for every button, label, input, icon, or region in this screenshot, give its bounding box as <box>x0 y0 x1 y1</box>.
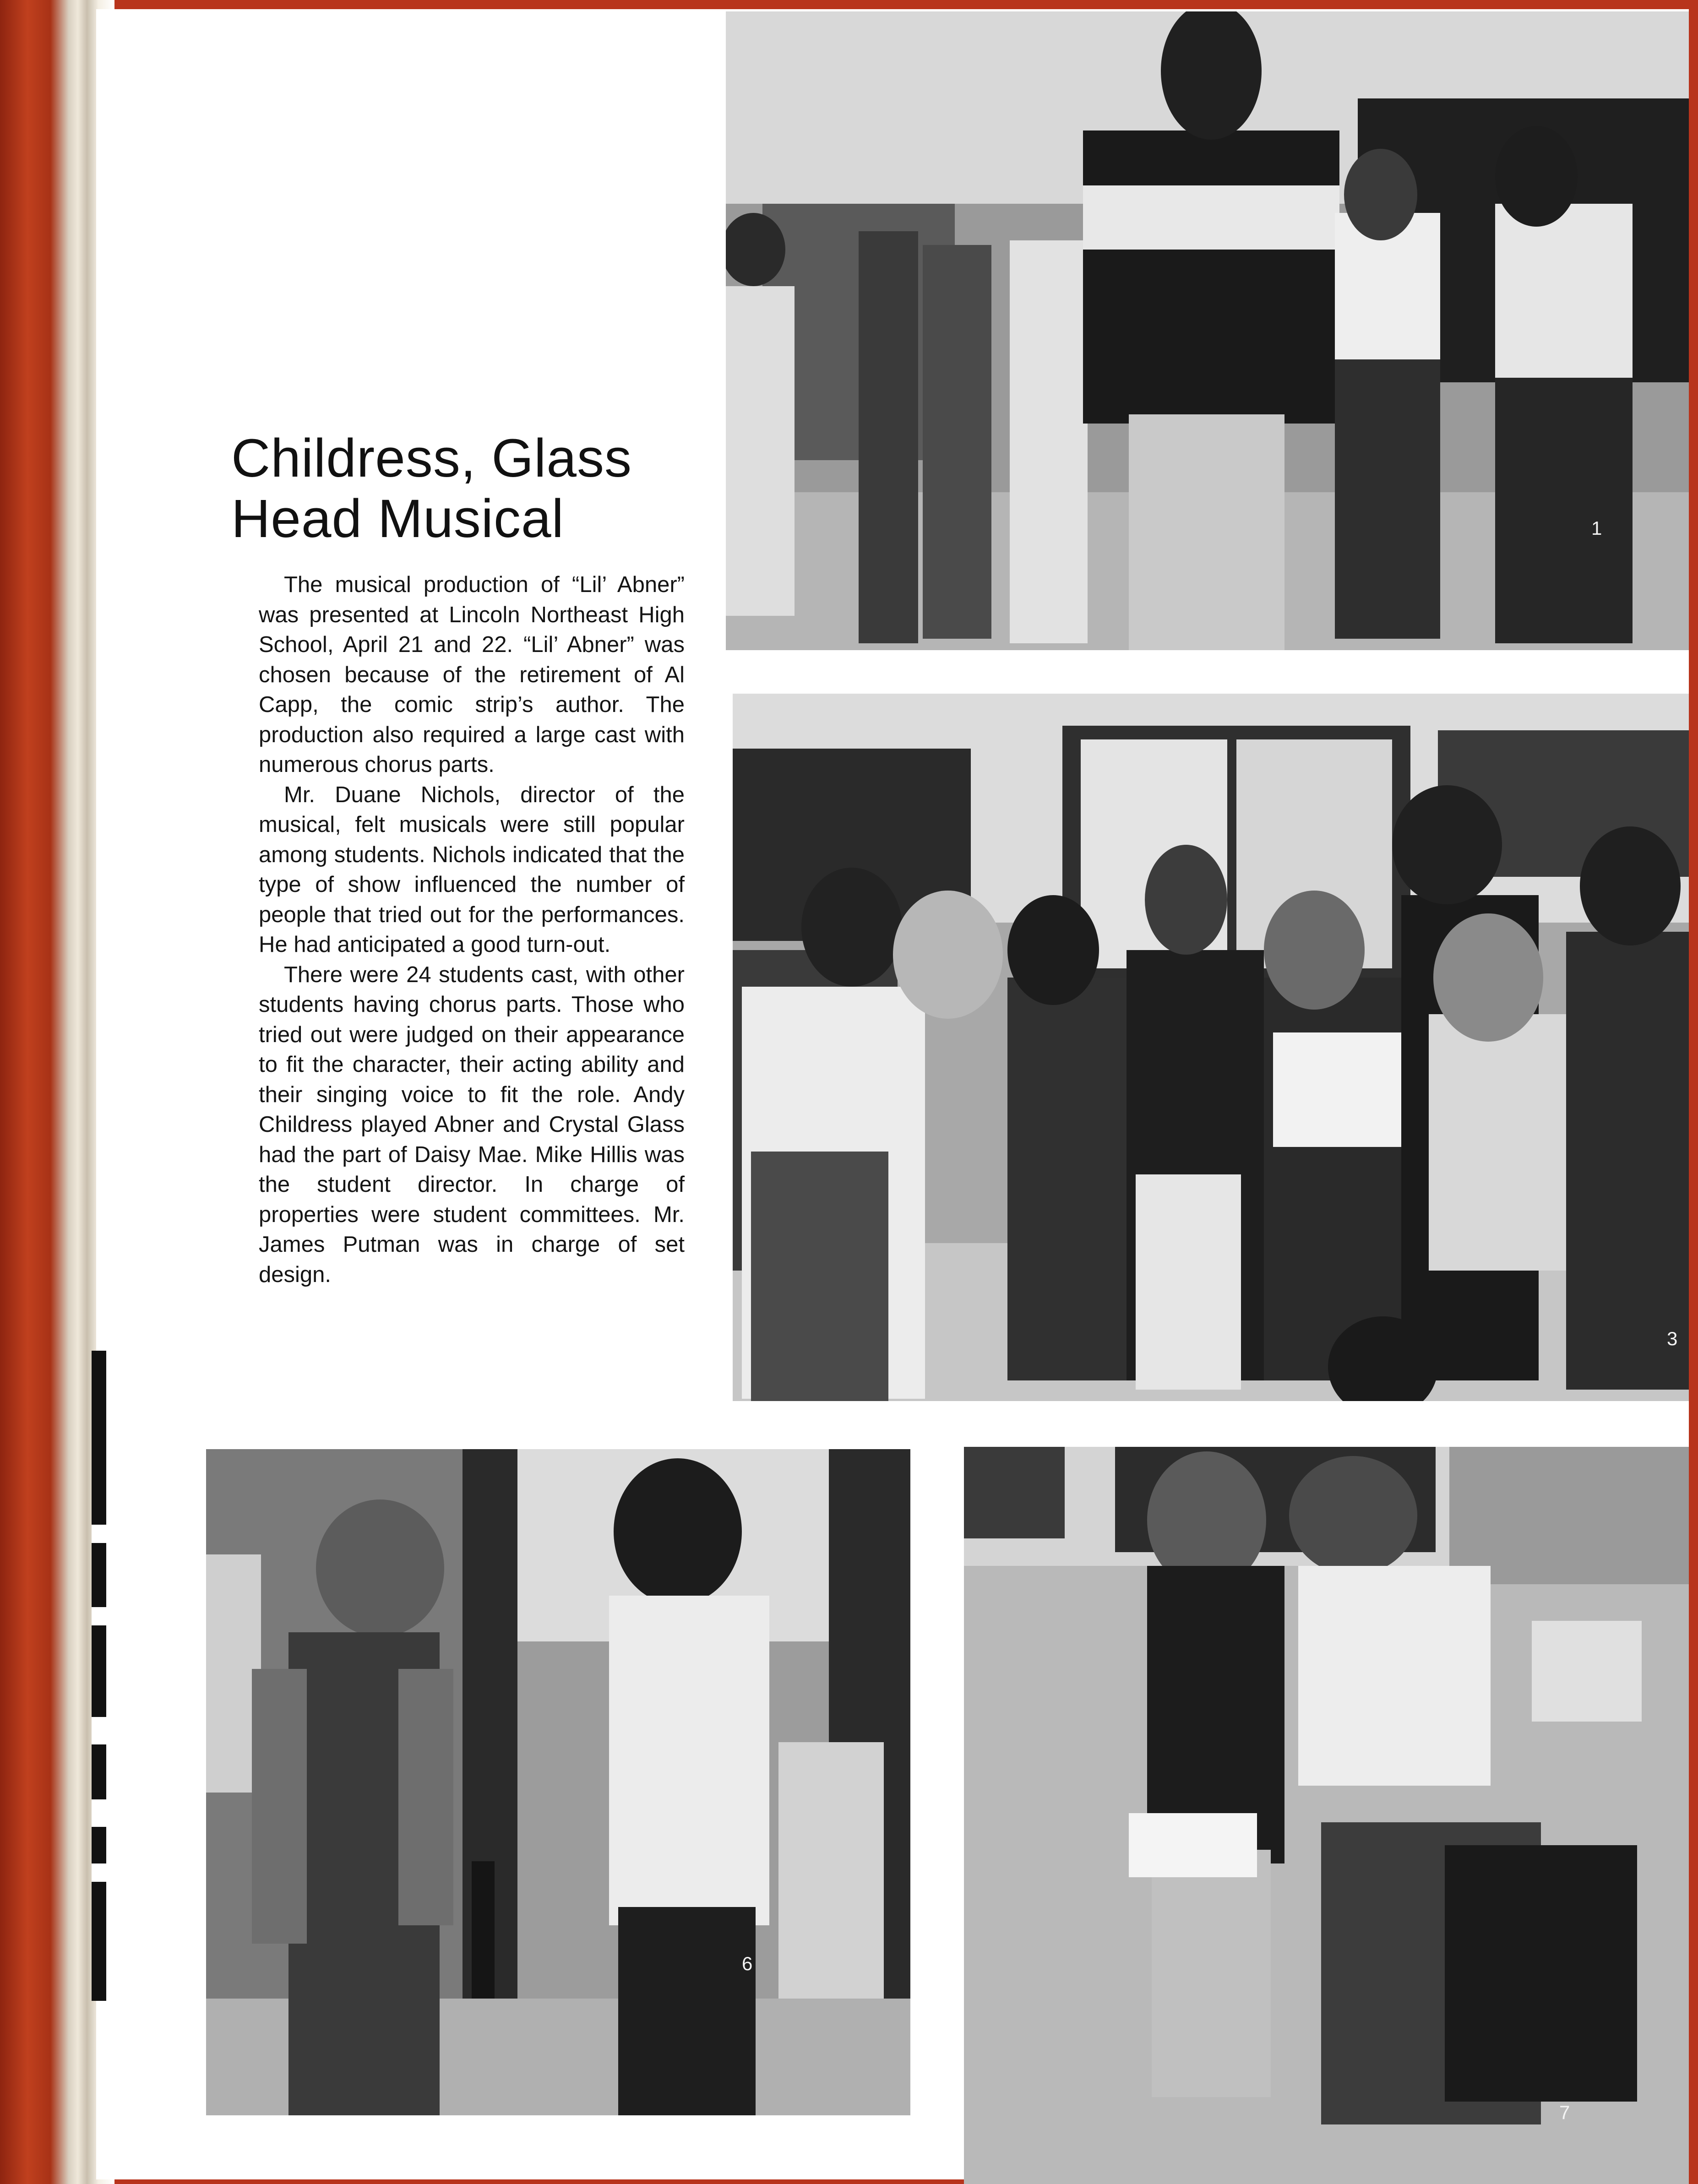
photo-actors-bottle <box>206 1449 910 2115</box>
photo-cast-group-image <box>733 694 1689 1401</box>
photo-cast-group <box>733 694 1689 1401</box>
story-paragraph: The musical production of “Lil’ Abner” was presented at Lincoln Northeast High School, April 21 and 22. “Lil’ Abner” was chosen because of the retirement of Al Capp, the comic strip’s author. The production also required a large cast with numerous chorus parts. <box>259 572 685 777</box>
photo-number: 6 <box>742 1953 753 1974</box>
photo-actors-script-image <box>964 1447 1689 2184</box>
story-paragraph: Mr. Duane Nichols, director of the musical, felt musicals were still popular among students. Nichols indicated that the type of show influenced the number of people that tried out for the performances. He had anticipated a good turn-out. <box>259 782 685 957</box>
photo-chorus-rehearsal <box>726 11 1689 650</box>
photo-actors-script <box>964 1447 1689 2184</box>
photo-number: 1 <box>1591 517 1602 539</box>
photo-number: 7 <box>1559 2102 1570 2123</box>
photo-actors-bottle-image <box>206 1449 910 2115</box>
photo-chorus-rehearsal-image <box>726 11 1689 650</box>
story-text <box>259 570 685 1290</box>
story-paragraph: There were 24 students cast, with other students having chorus parts. Those who tried out were judged on their appearance to fit the character, their acting ability and their singing voice to fit the role. Andy Childress played Abner and Crystal Glass had the part of Daisy Mae. Mike Hillis was the student director. In charge of properties were student committees. Mr. James Putman was in charge of set design. <box>259 962 685 1287</box>
headline: Childress, Glass Head Musical <box>231 428 632 549</box>
page-edge-marks <box>92 1351 106 2001</box>
photo-number: 3 <box>1667 1328 1678 1349</box>
